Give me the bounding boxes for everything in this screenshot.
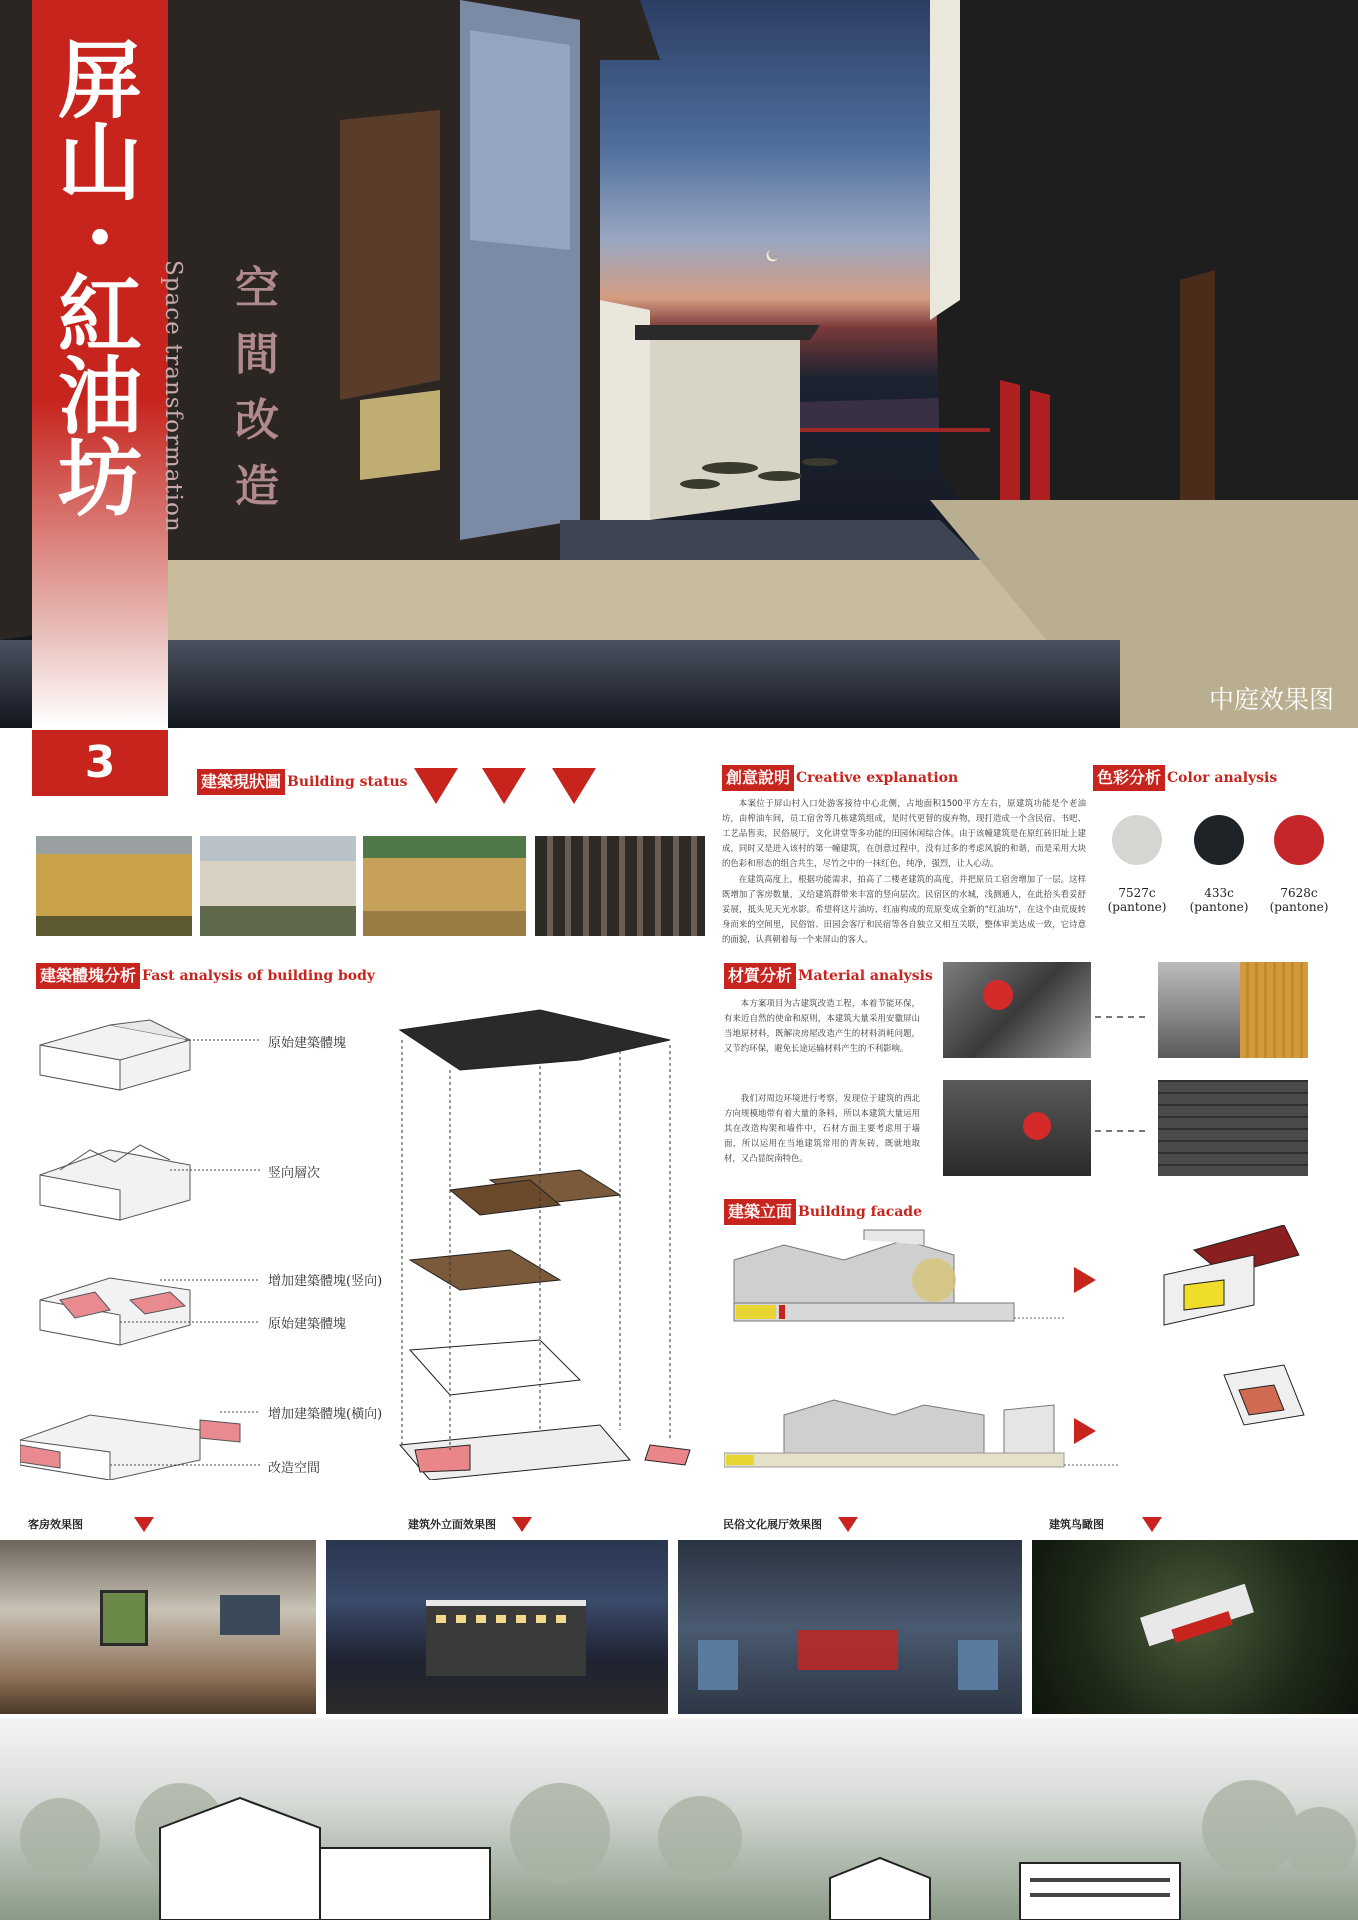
heading-en: Building status [287,774,408,790]
massing-label: 原始建築體塊 [268,1036,347,1051]
render-title: 建筑外立面效果图 [408,1518,496,1531]
heading-en: Color analysis [1167,770,1278,786]
title-char: 山 [57,113,142,212]
status-photo [200,836,356,936]
material-tree-photo [1158,962,1240,1058]
subtitle-english: Space transformation [160,260,186,533]
title-char: 紅 [57,265,142,364]
hero-caption: 中庭效果图 [1208,685,1334,714]
render-title: 客房效果图 [28,1518,83,1531]
color-swatch [1194,815,1244,865]
subtitle-char: 空 [235,263,279,314]
courtyard-render-image [0,0,1358,728]
material-brick-photo [1158,1080,1308,1176]
subtitle-char: 改 [235,395,279,446]
guest-room-render [0,1540,316,1714]
arrow-down-icon [512,1517,532,1532]
material-village-photo [943,1080,1091,1176]
heading-zh: 建築體塊分析 [36,963,140,989]
heading-zh: 建築立面 [724,1199,796,1225]
material-wood-photo [1240,962,1308,1058]
arrow-down-icon [838,1517,858,1532]
heading-zh: 色彩分析 [1093,765,1165,791]
heading-zh: 創意說明 [722,765,794,791]
title-char: 屏 [57,31,142,130]
facade-elevations [724,1225,1324,1485]
material-site-map [943,962,1091,1058]
heading-en: Building facade [798,1204,922,1220]
color-heading [1093,765,1277,791]
page-number: 3 [32,730,168,796]
body-analysis-heading [36,963,375,989]
color-swatch [1112,815,1162,865]
swatch-code: 7628c [1280,886,1318,900]
title-char: 油 [57,347,142,446]
aerial-render [1032,1540,1358,1714]
render-title: 民俗文化展厅效果图 [723,1518,822,1531]
arrow-down-icon [482,768,526,804]
swatch-code: 7527c [1118,886,1156,900]
title-char: 坊 [57,429,142,528]
massing-label: 改造空間 [268,1461,321,1476]
arrow-right-icon [1074,1418,1096,1444]
massing-label: 竖向層次 [268,1166,321,1181]
massing-label: 原始建築體塊 [268,1317,347,1332]
arrow-down-icon [552,768,596,804]
creative-heading [722,765,958,791]
arrow-down-icon [1142,1517,1162,1532]
connector-line [1095,1016,1145,1018]
massing-label: 增加建築體塊(竖向) [268,1274,383,1289]
building-status-heading [197,769,408,795]
facade-heading [724,1199,922,1225]
arrow-down-icon [414,768,458,804]
status-photo [363,836,526,936]
massing-label: 增加建築體塊(橫向) [268,1407,383,1422]
creative-paragraph: 在建筑高度上，根据功能需求，拍高了二楼老建筑的高度，并把原员工宿舍增加了一层。这样既增加了客房数量，又给建筑群带来丰富的竖向层次。民宿区的水城，浅测通人，在此拾头看妥舒妥展，抵头见天光水影。希望将这片油坊、红庙构成的荒原变成全新的"红油坊"，在这个由荒废转身而来的空间里，民俗馆、田园会客厅和民宿等各自独立又相互关联，整体审美达成一致，它诗意的面貌，认真朝着每一个来屏山的客人。 [722,874,1086,944]
folk-exhibition-render [678,1540,1022,1714]
heading-zh: 建築現狀圖 [197,769,285,795]
swatch-code: 433c [1204,886,1234,900]
connector-line [1095,1130,1145,1132]
status-photo [36,836,192,936]
render-title: 建筑鸟瞰图 [1049,1518,1104,1531]
swatch-sub: (pantone) [1269,900,1329,914]
heading-en: Creative explanation [796,770,959,786]
color-swatch [1274,815,1324,865]
swatch-sub: (pantone) [1107,900,1167,914]
arrow-down-icon [134,1517,154,1532]
creative-paragraph: 本案位于屏山村入口处游客接待中心北侧，占地面积1500平方左右，原建筑功能是个老油坊，由榨油车间，员工宿舍等几栋建筑组成，是时代更替的废弃物，现打造成一个含民宿、书吧、工艺品售卖，民俗展厅，文化讲堂等多功能的田园休闲综合体。由于该幢建筑是在原红砖旧址上建成，同时又是进入该村的第一幢建筑，在创意过程中，没有过多的考虑风貌的和谐，而是采用大块的色彩和形态的组合共生，尽竹之中的一抹红色，纯净，强烈，让人心动。 [722,798,1086,868]
material-paragraph: 本方案项目为古建筑改造工程，本着节能环保，有来近自然的使命和原则，本建筑大量采用安徽屏山当地原材料，既解决房屋改造产生的材料消耗问题，又节约环保，避免长途运输材料产生的不利影响。 [724,998,920,1053]
subtitle-char: 間 [235,329,279,380]
heading-zh: 材質分析 [724,963,796,989]
title-char: · [85,187,115,286]
arrow-right-icon [1074,1267,1096,1293]
hero-render [0,0,1358,728]
status-photo [535,836,705,936]
material-heading [724,963,933,989]
material-paragraph: 我们对周边环境进行考察，发现位于建筑的西北方向规模地带有着大量的条料，所以本建筑大量运用其在改造构架和墙件中，石材方面主要考虑用于墙面，所以运用在当地建筑常用的青灰砖，既就地取材，又凸显皖南特色。 [724,1093,920,1163]
exterior-facade-render [326,1540,668,1714]
heading-en: Fast analysis of building body [142,968,376,984]
swatch-sub: (pantone) [1189,900,1249,914]
subtitle-char: 造 [235,461,279,512]
street-elevation-render [0,1718,1358,1920]
heading-en: Material analysis [798,968,933,984]
